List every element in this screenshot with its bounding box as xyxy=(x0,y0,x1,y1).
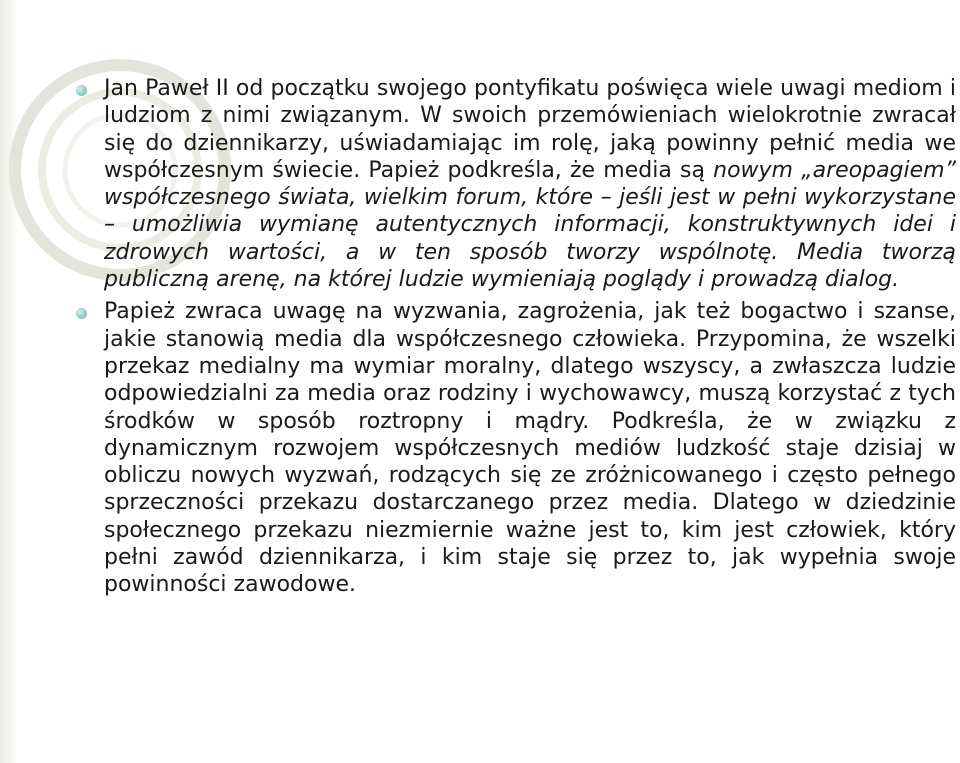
text-run: Papież zwraca uwagę na wyzwania, zagrożenia, jak też bogactwo i szanse, jakie stanowią media dla współczesnego człowieka. Przypomina, że wszelki przekaz medialny ma wymiar moralny, dlatego wszyscy, a zwłaszcza ludzie odpowiedzialni za media oraz rodziny i wychowawcy, muszą korzystać z tych środków w sposób roztropny i mądry. Podkreśla, że w związku z dynamicznym rozwojem współczesnych mediów ludzkość staje dzisiaj w obliczu nowych wyzwań, rodzących się ze zróżnicowanego i często pełnego sprzeczności przekazu dostarczanego przez media. Dlatego w dziedzinie społecznego przekazu niezmiernie ważne jest to, kim jest człowiek, który pełni zawód dziennikarza, i kim staje się przez to, jak wypełnia swoje powinności zawodowe. xyxy=(104,299,956,598)
bullet-paragraph xyxy=(104,298,956,598)
slide-content xyxy=(76,75,956,604)
bullet-icon xyxy=(76,85,87,96)
text-run-italic: nowym „areopagiem” współczesnego świata, wielkim forum, które – jeśli jest w pełni wykorzystane – umożliwia wymianę autentycznych informacji, konstruktywnych idei i zdrowych wartości, a w ten sposób tworzy wspólnotę. Media tworzą publiczną arenę, na której ludzie wymieniają poglądy i prowadzą dialog. xyxy=(104,157,956,293)
text-run: Jan Paweł II od początku swojego pontyfikatu poświęca wiele uwagi mediom i ludziom z nimi związanym. W swoich przemówieniach wielokrotnie zwracał się do dziennikarzy, uświadamiając im rolę, jaką powinny pełnić media we współczesnym świecie. Papież podkreśla, że media są xyxy=(104,76,956,183)
bullet-paragraph xyxy=(104,75,956,293)
bullet-item xyxy=(76,75,956,293)
bullet-icon xyxy=(76,308,87,319)
bullet-item xyxy=(76,298,956,598)
